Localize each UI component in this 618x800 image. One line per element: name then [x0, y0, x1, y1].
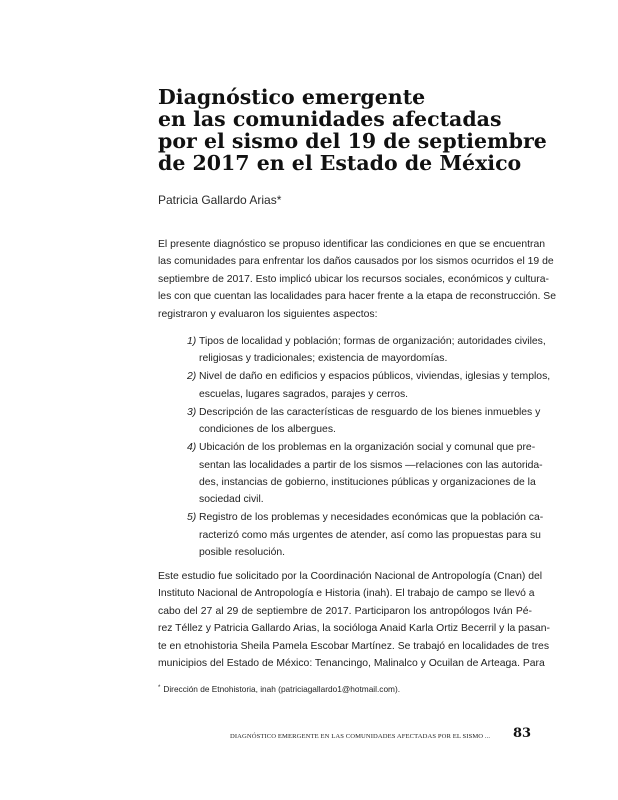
- title-line: Diagnóstico emergente: [158, 85, 426, 109]
- text-line: registraron y evaluaron los siguientes aspectos:: [158, 308, 378, 320]
- title-line: de 2017 en el Estado de México: [158, 151, 522, 175]
- list-number: 4): [187, 442, 197, 454]
- list-line: Nivel de daño en edificios y espacios públicos, viviendas, iglesias y templos,: [199, 371, 551, 383]
- list-line: racterizó como más urgentes de atender, así como las propuestas para su: [199, 529, 541, 541]
- text-line: cabo del 27 al 29 de septiembre de 2017. Participaron los antropólogos Iván Pé-: [158, 605, 532, 617]
- list-line: posible resolución.: [199, 547, 286, 559]
- text-line: les con que cuentan las localidades para hacer frente a la etapa de reconstrucción. Se: [158, 291, 556, 303]
- text-line: Este estudio fue solicitado por la Coordinación Nacional de Antropología (Cnan) del: [158, 571, 543, 582]
- intro-paragraph: [158, 236, 556, 323]
- author-name: Patricia Gallardo Arias*: [158, 193, 282, 207]
- body-paragraph: [158, 568, 550, 672]
- list-line: condiciones de los albergues.: [199, 424, 336, 436]
- list-line: Ubicación de los problemas en la organización social y comunal que pre-: [199, 442, 536, 454]
- aspects-list: [187, 333, 551, 562]
- text-line: te en etnohistoria Sheila Pamela Escobar Martínez. Se trabajó en localidades de tres: [158, 640, 550, 652]
- footnote: [158, 684, 400, 694]
- list-line: Registro de los problemas y necesidades económicas que la población ca-: [199, 512, 544, 524]
- list-number: 5): [187, 512, 197, 524]
- text-line: Instituto Nacional de Antropología e Historia (inah). El trabajo de campo se llevó a: [158, 588, 535, 600]
- footnote-mark: *: [158, 685, 161, 691]
- list-line: religiosas y tradicionales; existencia de mayordomías.: [199, 353, 448, 365]
- list-line: sentan las localidades a partir de los sismos —relaciones con las autorida-: [199, 459, 543, 471]
- title-line: por el sismo del 19 de septiembre: [158, 129, 547, 153]
- text-line: El presente diagnóstico se propuso identificar las condiciones en que se encuentran: [158, 239, 546, 250]
- text-line: rez Téllez y Patricia Gallardo Arias, la socióloga Anaid Karla Ortiz Becerril y la pasan-: [158, 623, 550, 635]
- list-item: [187, 333, 546, 368]
- list-line: Descripción de las características de resguardo de los bienes inmuebles y: [199, 406, 541, 418]
- list-number: 1): [187, 336, 197, 347]
- page-number: 83: [513, 726, 532, 741]
- list-number: 3): [187, 406, 197, 418]
- list-line: sociedad civil.: [199, 494, 264, 506]
- list-number: 2): [187, 371, 197, 383]
- list-item: [187, 439, 543, 509]
- text-line: municipios del Estado de México: Tenancingo, Malinalco y Ocuilan de Arteaga. Para: [158, 658, 545, 670]
- running-head: DIAGNÓSTICO EMERGENTE EN LAS COMUNIDADES AFECTADAS POR EL SISMO ...: [230, 733, 491, 740]
- list-line: escuelas, lugares sagrados, parajes y cerros.: [199, 388, 409, 400]
- list-item: [187, 509, 544, 561]
- article-title: [158, 86, 558, 174]
- text-line: las comunidades para enfrentar los daños causados por los sismos ocurridos el 19 de: [158, 256, 554, 268]
- list-line: des, instancias de gobierno, instituciones públicas y organizaciones de la: [199, 477, 536, 489]
- list-item: [187, 368, 551, 403]
- title-line: en las comunidades afectadas: [158, 107, 502, 131]
- list-item: [187, 404, 541, 439]
- text-line: septiembre de 2017. Esto implicó ubicar los recursos sociales, económicos y cultura-: [158, 273, 549, 285]
- footnote-text: Dirección de Etnohistoria, inah (patriciagallardo1@hotmail.com).: [163, 684, 401, 694]
- list-line: Tipos de localidad y población; formas de organización; autoridades civiles,: [199, 336, 546, 347]
